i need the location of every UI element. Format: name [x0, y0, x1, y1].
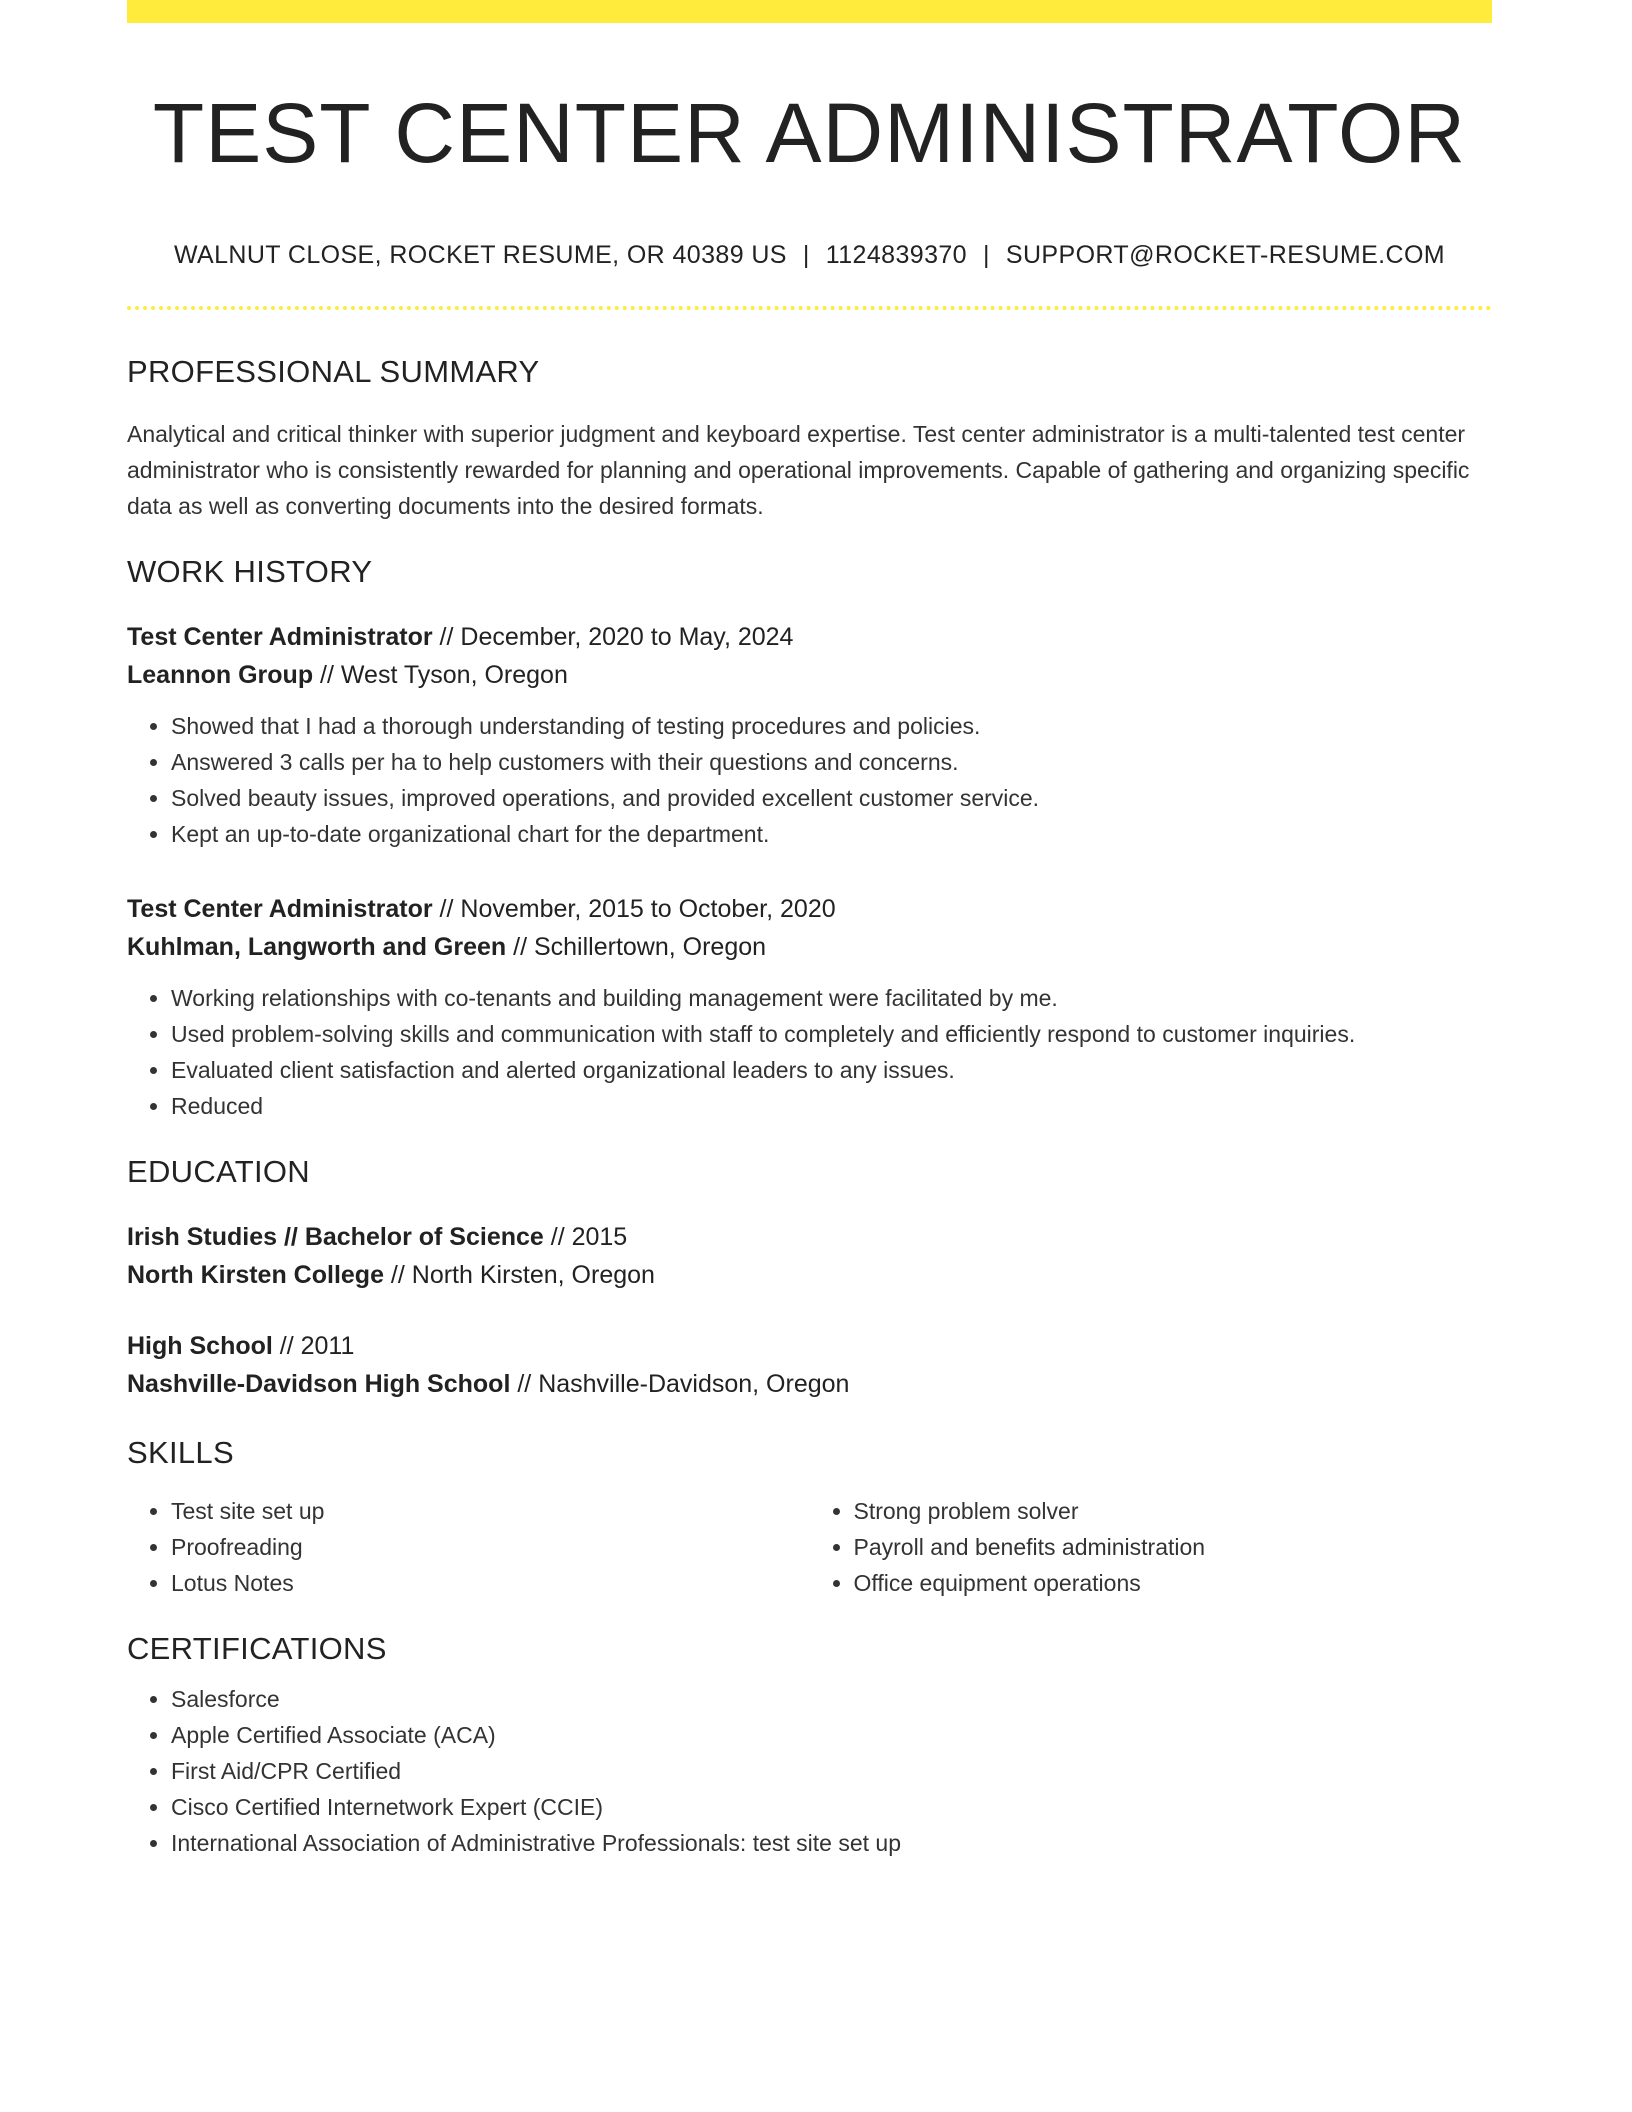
section-title-certifications: CERTIFICATIONS [127, 1631, 387, 1667]
job-location: // West Tyson, Oregon [313, 661, 568, 690]
contact-separator: | [982, 241, 990, 270]
education-degree-line [127, 1218, 1492, 1256]
job-company-line [127, 656, 1492, 694]
section-title-skills: SKILLS [127, 1435, 234, 1471]
education-degree: Irish Studies // Bachelor of Science [127, 1223, 544, 1252]
skill-item: • Test site set up [171, 1493, 810, 1529]
education-school: North Kirsten College [127, 1261, 384, 1290]
skill-item: • Office equipment operations [854, 1565, 1493, 1601]
job-bullet: • Answered 3 calls per ha to help customers with their questions and concerns. [171, 744, 1492, 780]
job-bullets [127, 708, 1492, 852]
summary-text: Analytical and critical thinker with superior judgment and keyboard expertise. Test center administrator is a multi-talented test center administrator who is consistently rewarded for planning and operational improvements. Capable of gathering and organizing specific data as well as converting documents into the desired formats. [127, 421, 1470, 520]
education-school-line [127, 1365, 1492, 1403]
education-entry [127, 1327, 1492, 1403]
job-entry [127, 618, 1492, 852]
job-bullet: • Used problem-solving skills and communication with staff to completely and efficiently respond to customer inquiries. [171, 1016, 1492, 1052]
certification-item: • First Aid/CPR Certified [171, 1753, 1492, 1789]
job-title-line [127, 890, 1492, 928]
education-year: // 2011 [272, 1332, 355, 1361]
education-entry [127, 1218, 1492, 1294]
skill-item: • Proofreading [171, 1529, 810, 1565]
skill-item: • Payroll and benefits administration [854, 1529, 1493, 1565]
contact-address: WALNUT CLOSE, ROCKET RESUME, OR 40389 US [173, 241, 787, 270]
job-bullet: • Reduced [171, 1088, 1492, 1124]
accent-top-bar [127, 0, 1492, 23]
skills-column-right [810, 1493, 1493, 1601]
dotted-divider [127, 306, 1492, 310]
candidate-name: TEST CENTER ADMINISTRATOR [152, 86, 1467, 180]
skills-grid [127, 1493, 1492, 1601]
education-school: Nashville-Davidson High School [127, 1370, 511, 1399]
education-year: // 2015 [543, 1223, 628, 1252]
job-bullets [127, 980, 1492, 1124]
job-company-line [127, 928, 1492, 966]
education-school-line [127, 1256, 1492, 1294]
job-bullet: • Evaluated client satisfaction and alerted organizational leaders to any issues. [171, 1052, 1492, 1088]
job-role: Test Center Administrator [127, 895, 433, 924]
job-location: // Schillertown, Oregon [506, 933, 767, 962]
certification-item: • Cisco Certified Internetwork Expert (CCIE) [171, 1789, 1492, 1825]
job-bullet: • Showed that I had a thorough understanding of testing procedures and policies. [171, 708, 1492, 744]
contact-phone: 1124839370 [825, 241, 967, 270]
resume-page [127, 0, 1492, 1861]
job-role: Test Center Administrator [127, 623, 433, 652]
job-dates: // November, 2015 to October, 2020 [432, 895, 836, 924]
job-dates: // December, 2020 to May, 2024 [432, 623, 794, 652]
job-bullet: • Working relationships with co-tenants and building management were facilitated by me. [171, 980, 1492, 1016]
contact-email: SUPPORT@ROCKET-RESUME.COM [1005, 241, 1446, 270]
job-company: Kuhlman, Langworth and Green [127, 933, 507, 962]
education-degree: High School [127, 1332, 273, 1361]
job-entry [127, 890, 1492, 1124]
job-company: Leannon Group [127, 661, 314, 690]
certification-item: • Apple Certified Associate (ACA) [171, 1717, 1492, 1753]
section-title-summary: PROFESSIONAL SUMMARY [127, 354, 540, 390]
education-location: // North Kirsten, Oregon [383, 1261, 655, 1290]
certifications-list [127, 1681, 1492, 1861]
certification-item: • Salesforce [171, 1681, 1492, 1717]
job-bullet: • Solved beauty issues, improved operations, and provided excellent customer service. [171, 780, 1492, 816]
certification-item: • International Association of Administrative Professionals: test site set up [171, 1825, 1492, 1861]
job-title-line [127, 618, 1492, 656]
contact-separator: | [802, 241, 810, 270]
education-location: // Nashville-Davidson, Oregon [510, 1370, 850, 1399]
education-degree-line [127, 1327, 1492, 1365]
skill-item: • Lotus Notes [171, 1565, 810, 1601]
job-bullet: • Kept an up-to-date organizational chart for the department. [171, 816, 1492, 852]
contact-line [127, 241, 1492, 270]
section-title-work-history: WORK HISTORY [127, 554, 373, 590]
section-title-education: EDUCATION [127, 1154, 310, 1190]
skills-column-left [127, 1493, 810, 1601]
skill-item: • Strong problem solver [854, 1493, 1493, 1529]
